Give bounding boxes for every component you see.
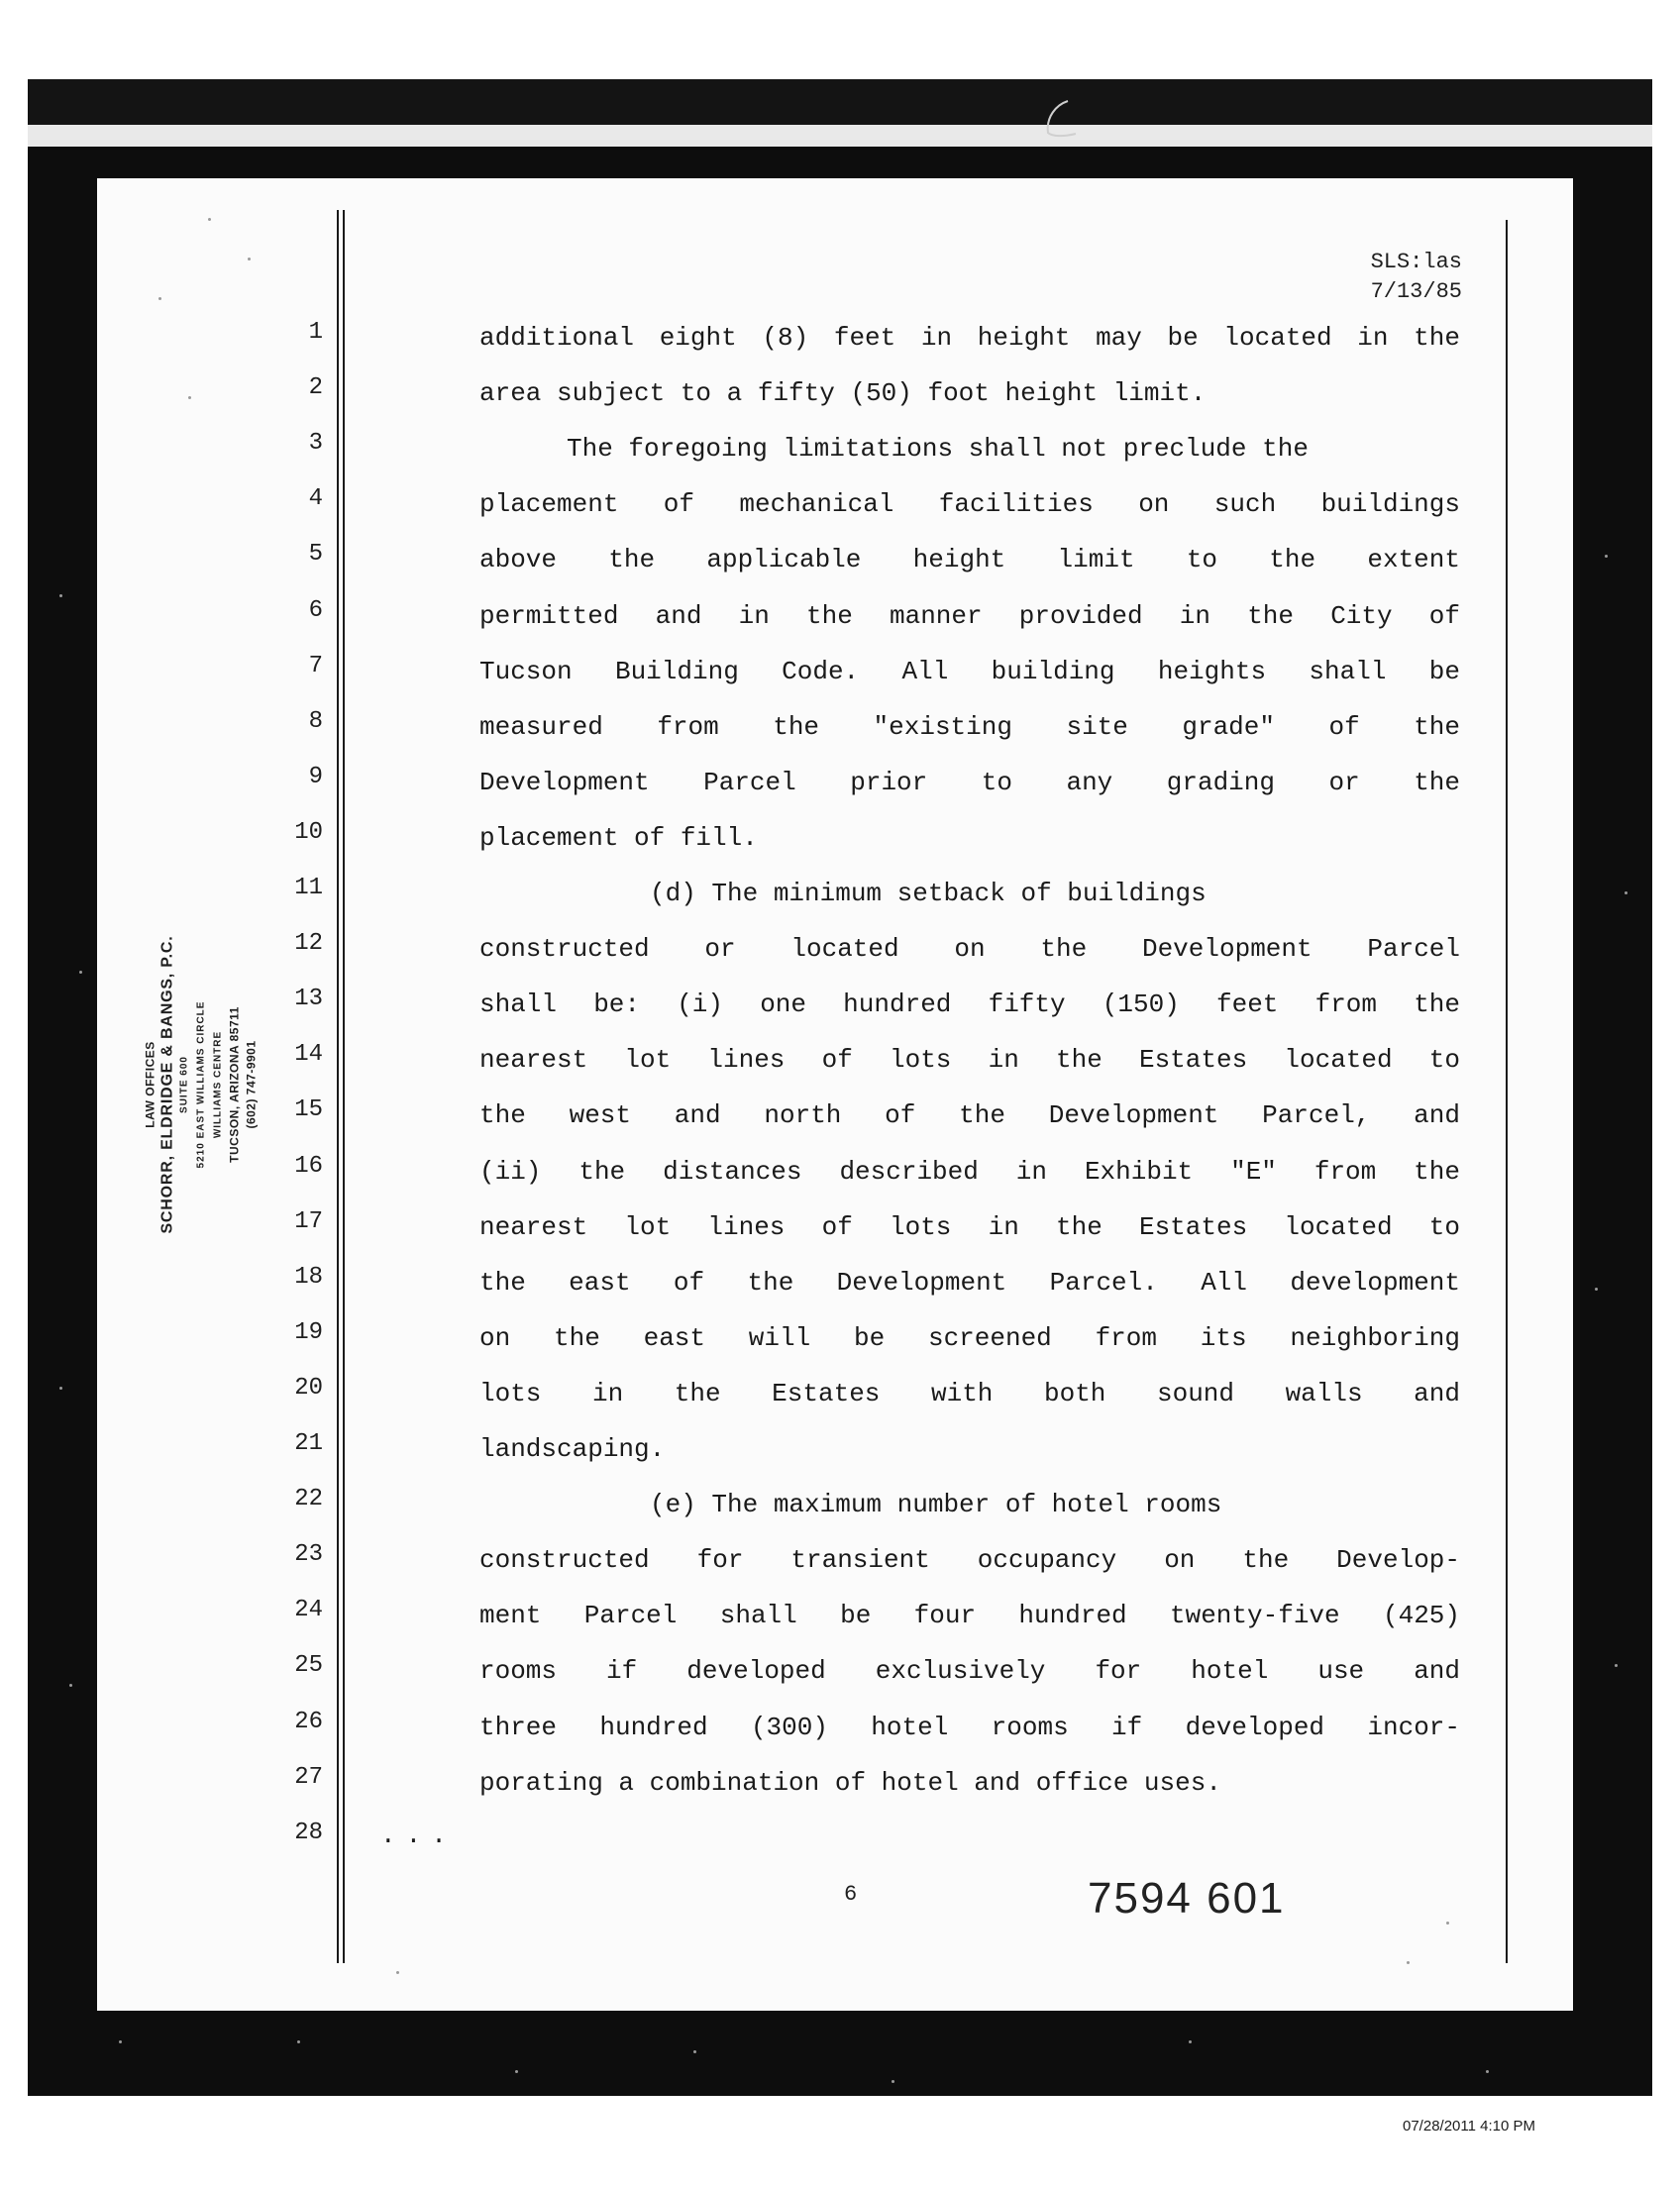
line-number: 18 [294,1263,323,1291]
line-number: 25 [294,1652,323,1680]
text-line: additional eight (8) feet in height may be located in the [479,323,1460,353]
line-number: 23 [294,1541,323,1569]
scan-speckle [693,2050,696,2053]
scan-speckle [79,971,82,974]
line-number: 21 [294,1430,323,1457]
scan-speckle [1615,1664,1618,1667]
text-line: (d) The minimum setback of buildings [650,879,1207,908]
text-line: (e) The maximum number of hotel rooms [650,1490,1222,1520]
text-line: measured from the "existing site grade" of the [479,711,1460,742]
scan-speckle [1605,555,1608,558]
scan-speckle [248,258,251,260]
pen-mark-icon [1038,97,1078,139]
law-office-suite: SUITE 600 [178,1056,190,1113]
text-line: three hundred (300) hotel rooms if developed incor- [479,1712,1460,1742]
scan-speckle [396,1971,399,1974]
line-number: 2 [308,374,323,402]
text-line: the east of the Development Parcel. All development [479,1267,1460,1298]
text-line: above the applicable height limit to the extent [479,545,1460,575]
text-line: constructed for transient occupancy on the Develop- [479,1545,1460,1576]
scan-top-strip [28,125,1652,147]
doc-date: 7/13/85 [1370,279,1462,304]
margin-rule-left-2 [343,210,345,1963]
text-line: on the east will be screened from its neighboring [479,1322,1460,1353]
book-page-stamp: 7594 601 [1088,1874,1286,1923]
margin-rule-left-1 [337,210,339,1963]
text-line: nearest lot lines of lots in the Estates located to [479,1211,1460,1242]
line-number: 1 [308,319,323,346]
law-office-label: LAW OFFICES [143,1041,158,1128]
line-number: 16 [294,1152,323,1180]
text-line: placement of fill. [479,822,758,853]
text-line: the west and north of the Development Parcel, and [479,1100,1460,1131]
margin-rule-right [1506,220,1508,1963]
line-number: 20 [294,1374,323,1402]
law-office-block [143,935,261,1233]
scan-speckle [208,218,211,221]
scan-speckle [59,1387,62,1390]
line-number: 26 [294,1708,323,1735]
text-line: landscaping. [479,1434,666,1464]
scan-speckle [69,1684,72,1687]
line-number: 27 [294,1763,323,1791]
text-line: Development Parcel prior to any grading or the [479,767,1460,797]
line-number: 22 [294,1486,323,1513]
text-line: nearest lot lines of lots in the Estates located to [479,1045,1460,1076]
scan-speckle [188,396,191,399]
scan-speckle [1486,2070,1489,2073]
scan-speckle [119,2040,122,2043]
text-line: porating a combination of hotel and office uses. [479,1767,1221,1798]
text-line: area subject to a fifty (50) foot height limit. [479,378,1207,409]
scan-speckle [1189,2040,1192,2043]
line-number: 6 [308,596,323,624]
line-number: 7 [308,652,323,679]
line-number: 13 [294,986,323,1013]
law-office-phone: (602) 747-9901 [244,1040,259,1129]
scan-speckle [1407,1961,1410,1964]
text-line: rooms if developed exclusively for hotel use and [479,1656,1460,1687]
text-line: placement of mechanical facilities on such buildings [479,489,1460,520]
continuation-dots: ... [380,1821,457,1850]
line-number: 10 [294,818,323,846]
doc-initials: SLS:las [1370,250,1462,274]
scan-speckle [515,2070,518,2073]
line-number: 12 [294,930,323,958]
scan-speckle [1625,891,1628,894]
line-number: 15 [294,1096,323,1124]
line-number: 24 [294,1597,323,1624]
line-number: 4 [308,485,323,513]
text-line: The foregoing limitations shall not preclude the [567,434,1309,465]
line-number: 14 [294,1041,323,1069]
text-line: permitted and in the manner provided in the City of [479,600,1460,631]
line-number: 17 [294,1207,323,1235]
line-number: 19 [294,1318,323,1346]
line-number: 8 [308,707,323,735]
scan-speckle [59,594,62,597]
page-number: 6 [844,1882,858,1907]
line-number: 5 [308,541,323,569]
scan-top-band [28,79,1652,125]
text-line: ment Parcel shall be four hundred twenty-five (425) [479,1601,1460,1631]
scan-speckle [158,297,161,300]
line-number: 9 [308,763,323,790]
law-office-city: TUCSON, ARIZONA 85711 [227,1006,242,1163]
line-number: 28 [294,1819,323,1846]
line-number: 3 [308,430,323,458]
text-line: shall be: (i) one hundred fifty (150) feet from the [479,989,1460,1020]
text-line: Tucson Building Code. All building heights shall be [479,656,1460,686]
law-office-building: WILLIAMS CENTRE [212,1030,224,1139]
text-line: constructed or located on the Development Parcel [479,934,1460,965]
text-line: (ii) the distances described in Exhibit "E" from the [479,1156,1460,1187]
scan-speckle [1595,1288,1598,1291]
line-number: 11 [294,875,323,901]
law-office-street: 5210 EAST WILLIAMS CIRCLE [195,1000,207,1169]
scan-speckle [1446,1922,1449,1925]
scan-speckle [297,2040,300,2043]
scan-speckle [892,2080,894,2083]
print-timestamp: 07/28/2011 4:10 PM [1403,2118,1535,2135]
law-firm-name: SCHORR, ELDRIDGE & BANGS, P.C. [158,935,176,1234]
text-line: lots in the Estates with both sound walls and [479,1378,1460,1408]
